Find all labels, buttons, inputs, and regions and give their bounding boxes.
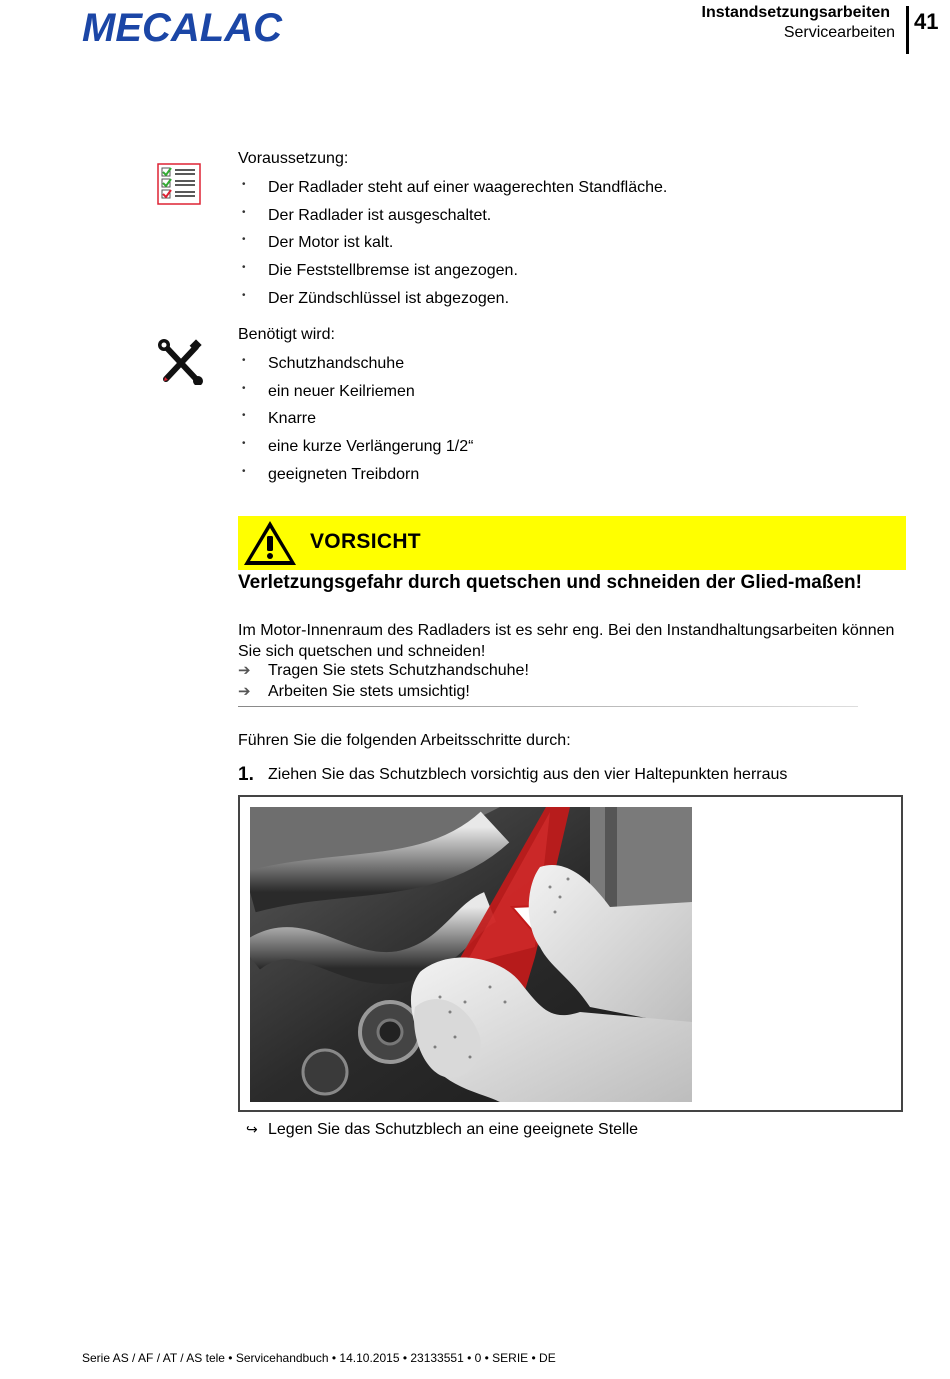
step-result: ↪ Legen Sie das Schutzblech an eine geeignete Stelle [246, 1121, 639, 1138]
result-arrow-icon: ↪ [246, 1121, 258, 1137]
action-item: ➔ Tragen Sie stets Schutzhandschuhe! [238, 662, 529, 679]
checklist-icon [157, 163, 201, 205]
prerequisites-label: Voraussetzung: [238, 150, 349, 167]
tools-icon [156, 339, 204, 385]
mecalac-logo [82, 6, 287, 50]
hazard-description: Im Motor-Innenraum des Radladers ist es sehr eng. Bei den Instandhaltungsarbeiten können Sie sich quetschen und schneiden! [238, 622, 895, 660]
action-item: ➔ Arbeiten Sie stets umsichtig! [238, 683, 470, 700]
action-arrow-icon: ➔ [238, 662, 251, 679]
list-item: • ein neuer Keilriemen [242, 382, 415, 400]
list-item: • geeigneten Treibdorn [242, 465, 420, 483]
hazard-title: Verletzungsgefahr durch quetschen und schneiden der Glied-maßen! [238, 572, 862, 593]
chapter-title: Instandsetzungsarbeiten [701, 4, 890, 21]
required-label: Benötigt wird: [238, 326, 335, 343]
step-text: Ziehen Sie das Schutzblech vorsichtig aus den vier Haltepunkten herraus [268, 766, 788, 783]
action-arrow-icon: ➔ [238, 683, 251, 700]
list-item: • Schutzhandschuhe [242, 355, 405, 372]
list-item: • eine kurze Verlängerung 1/2“ [242, 438, 474, 456]
section-title: Servicearbeiten [783, 24, 895, 41]
warning-triangle-icon [242, 519, 298, 568]
divider [238, 706, 858, 707]
header-divider [906, 6, 909, 54]
engine-photo [250, 807, 692, 1102]
list-item: • Der Radlader ist ausgeschaltet. [242, 206, 492, 224]
list-item: • Der Zündschlüssel ist abgezogen. [242, 289, 510, 307]
footer-text: Serie AS / AF / AT / AS tele • Servicehandbuch • 14.10.2015 • 23133551 • 0 • SERIE • DE [82, 1351, 556, 1365]
list-item: • Die Feststellbremse ist angezogen. [242, 262, 518, 280]
page-number: 41 [914, 9, 939, 34]
step-number: 1. [238, 764, 254, 785]
list-item: • Der Radlader steht auf einer waagerechten Standfläche. [242, 179, 668, 196]
list-item: • Knarre [242, 410, 317, 428]
required-list [238, 354, 473, 492]
logo-text: MECALAC [82, 6, 284, 50]
list-item: • Der Motor ist kalt. [242, 234, 394, 252]
prerequisites-list [238, 178, 667, 316]
procedure-intro: Führen Sie die folgenden Arbeitsschritte durch: [238, 732, 571, 749]
signal-word: VORSICHT [310, 530, 421, 553]
